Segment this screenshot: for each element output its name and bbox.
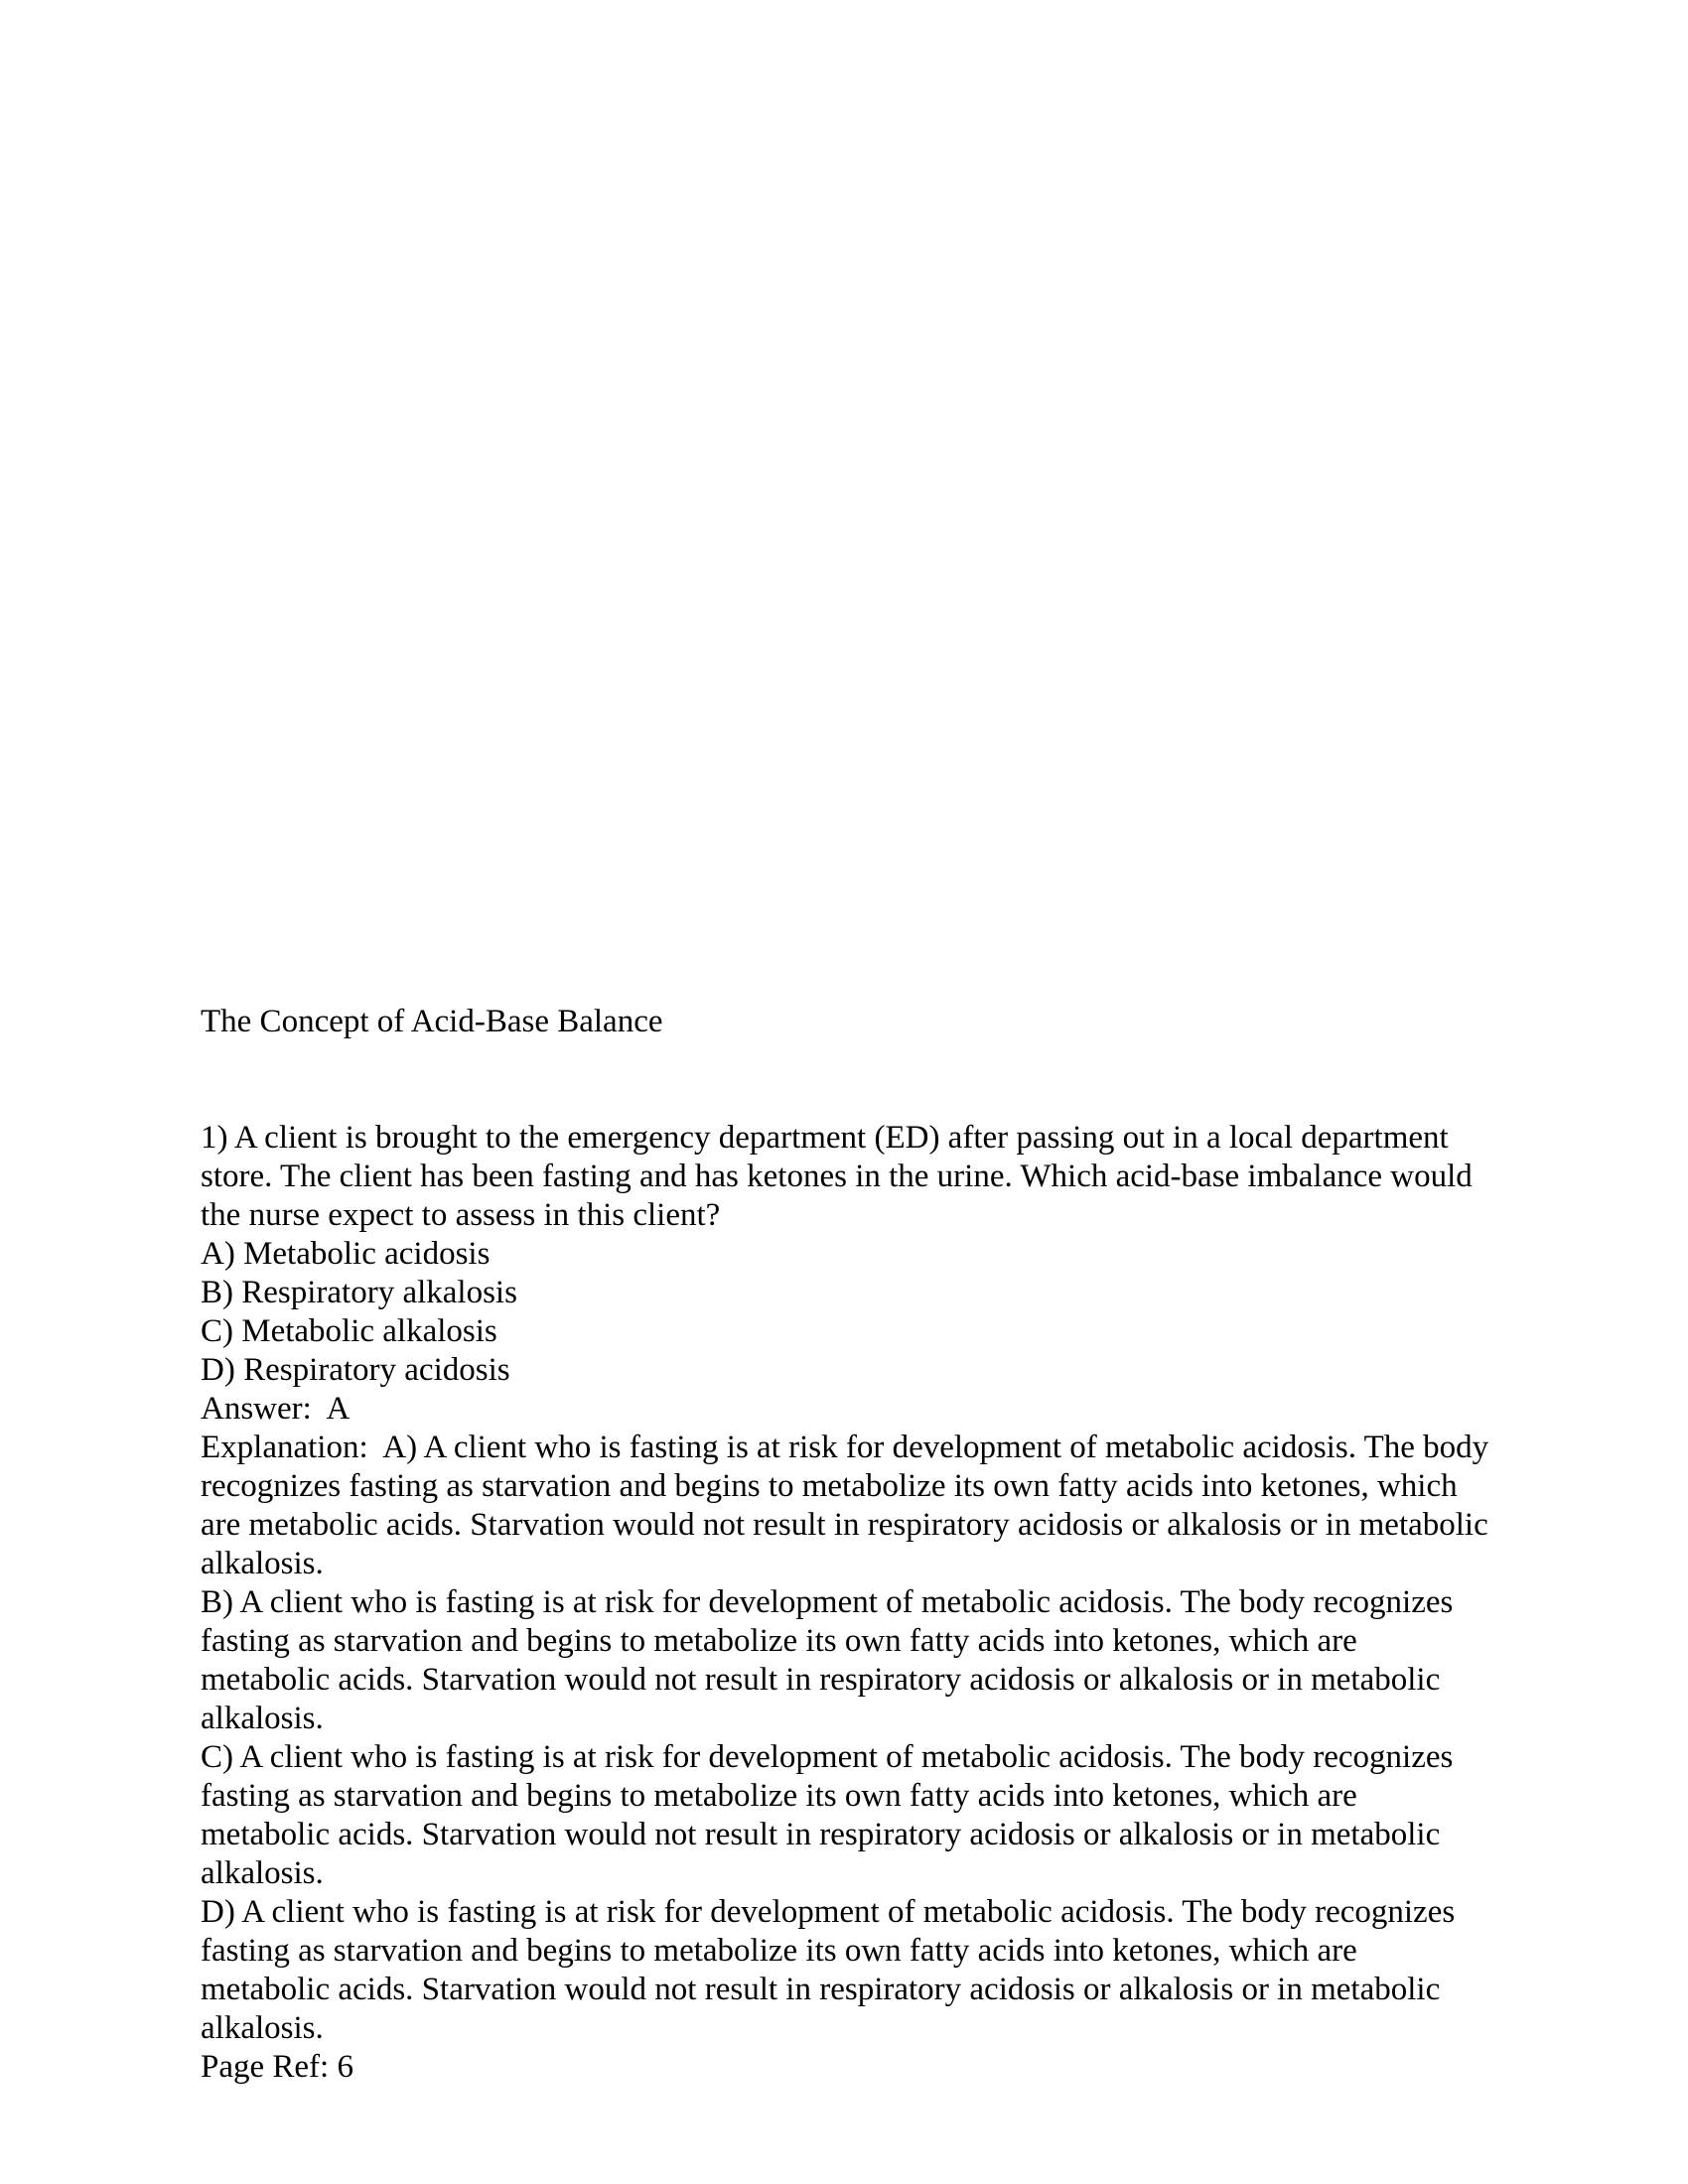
option-c: C) Metabolic alkalosis	[201, 1313, 497, 1349]
question-text: 1) A client is brought to the emergency department (ED) after passing out in a local department store. The client has been fasting and has ketones in the urine. Which acid-base imbalance would the nurse expect to assess in this client?	[201, 1120, 1481, 1233]
explanation-a: Explanation: A) A client who is fasting is at risk for development of metabolic acidosis. The body recognizes fasting as starvation and begins to metabolize its own fatty acids into ketones, which are metabolic acids. Starvation would not result in respiratory acidosis or alkalosis or in metabolic alkalosis.	[201, 1430, 1497, 1581]
option-b: B) Respiratory alkalosis	[201, 1275, 517, 1310]
answer-line: Answer: A	[201, 1391, 351, 1427]
question-block	[201, 1003, 1497, 2087]
option-d: D) Respiratory acidosis	[201, 1352, 510, 1388]
explanation-b: B) A client who is fasting is at risk for development of metabolic acidosis. The body recognizes fasting as starvation and begins to metabolize its own fatty acids into ketones, which are metabolic acids. Starvation would not result in respiratory acidosis or alkalosis or in metabolic alkalosis.	[201, 1584, 1462, 1736]
page-ref: Page Ref: 6	[201, 2049, 353, 2085]
explanation-d: D) A client who is fasting is at risk for development of metabolic acidosis. The body recognizes fasting as starvation and begins to metabolize its own fatty acids into ketones, which are metabolic acids. Starvation would not result in respiratory acidosis or alkalosis or in metabolic alkalosis.	[201, 1894, 1464, 2046]
document-title: The Concept of Acid-Base Balance	[201, 1004, 663, 1039]
option-a: A) Metabolic acidosis	[201, 1236, 491, 1272]
explanation-c: C) A client who is fasting is at risk for development of metabolic acidosis. The body recognizes fasting as starvation and begins to metabolize its own fatty acids into ketones, which are metabolic acids. Starvation would not result in respiratory acidosis or alkalosis or in metabolic alkalosis.	[201, 1739, 1462, 1891]
